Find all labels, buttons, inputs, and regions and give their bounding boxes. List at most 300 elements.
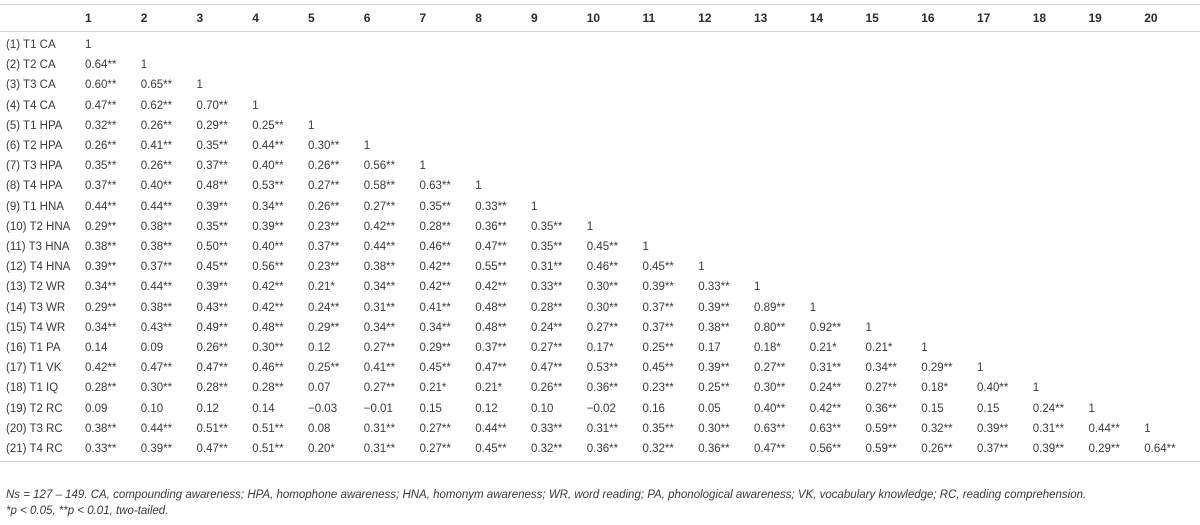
table-cell — [643, 75, 699, 95]
table-cell — [420, 32, 476, 56]
table-cell — [475, 96, 531, 116]
table-cell — [643, 176, 699, 196]
table-cell: −0.03 — [308, 402, 338, 415]
table-cell: 0.89** — [754, 301, 786, 314]
table-cell: 0.12 — [196, 402, 219, 415]
column-header: 3 — [197, 5, 253, 32]
table-cell: 0.39** — [252, 220, 284, 233]
table-cell: 0.63** — [419, 180, 451, 193]
table-cell: 0.80** — [754, 321, 786, 334]
table-cell — [1033, 176, 1089, 196]
table-cell — [977, 277, 1033, 297]
table-cell: 0.92** — [809, 321, 842, 334]
row-label: (17) T1 VK — [6, 362, 62, 375]
row-label: (21) T4 RC — [0, 439, 85, 462]
table-cell — [810, 176, 866, 196]
table-cell — [475, 156, 531, 176]
table-cell: 0.21* — [419, 382, 447, 395]
row-label: (14) T3 WR — [6, 301, 66, 314]
table-cell — [643, 197, 699, 217]
table-cell: 0.29** — [308, 321, 340, 334]
column-header: 17 — [977, 5, 1033, 32]
table-cell — [1033, 32, 1089, 56]
table-row — [0, 277, 1200, 297]
table-cell — [1144, 156, 1200, 176]
table-cell: 0.29** — [196, 119, 228, 132]
table-cell: 0.37** — [642, 301, 674, 314]
table-cell — [531, 156, 587, 176]
table-cell — [754, 176, 810, 196]
table-cell: 0.29** — [419, 342, 451, 355]
table-cell: 0.12 — [308, 342, 331, 355]
table-cell — [810, 75, 866, 95]
table-cell: 1 — [140, 59, 148, 72]
table-cell — [866, 257, 922, 277]
table-cell: 0.31** — [1032, 422, 1065, 435]
table-cell: 1 — [921, 342, 928, 355]
table-cell: 0.37** — [140, 261, 173, 274]
table-cell: 0.44** — [140, 200, 173, 213]
table-cell — [754, 32, 810, 56]
table-cell: 0.39** — [196, 281, 228, 294]
table-cell: 0.31** — [531, 261, 563, 274]
table-cell — [1144, 96, 1200, 116]
table-cell: 0.65** — [140, 79, 173, 92]
table-cell — [1144, 338, 1200, 358]
table-cell — [921, 96, 977, 116]
table-cell — [587, 75, 643, 95]
table-cell — [1089, 116, 1145, 136]
table-cell: 0.38** — [140, 220, 173, 233]
table-cell: 0.26** — [140, 160, 173, 173]
table-cell — [754, 257, 810, 277]
table-cell — [1089, 75, 1145, 95]
table-cell — [1089, 257, 1145, 277]
column-header: 8 — [475, 5, 531, 32]
table-cell — [810, 96, 866, 116]
table-cell — [1144, 75, 1200, 95]
table-cell — [810, 217, 866, 237]
table-cell: 0.46** — [586, 261, 619, 274]
table-cell — [921, 237, 977, 257]
table-cell — [977, 197, 1033, 217]
table-cell: 0.25** — [308, 362, 340, 375]
table-cell — [252, 75, 308, 95]
table-cell: 0.35** — [85, 160, 117, 173]
table-cell: 0.31** — [363, 301, 396, 314]
table-cell — [698, 136, 754, 156]
table-cell: 0.49** — [196, 321, 228, 334]
table-cell — [977, 257, 1033, 277]
table-cell — [1089, 318, 1145, 338]
table-cell — [1033, 136, 1089, 156]
column-header: 14 — [810, 5, 866, 32]
table-cell: 0.09 — [85, 402, 108, 415]
table-cell — [754, 217, 810, 237]
table-cell — [810, 197, 866, 217]
table-cell — [810, 237, 866, 257]
table-cell — [587, 156, 643, 176]
table-cell: 0.35** — [531, 220, 563, 233]
table-cell: 0.40** — [140, 180, 173, 193]
table-cell — [531, 32, 587, 56]
table-cell — [531, 75, 587, 95]
table-cell — [587, 176, 643, 196]
row-label: (13) T2 WR — [6, 281, 66, 294]
row-label: (6) T2 HPA — [6, 140, 63, 153]
table-cell: 0.42** — [252, 281, 284, 294]
table-cell: 0.45** — [586, 241, 619, 254]
table-cell — [587, 197, 643, 217]
table-cell — [587, 136, 643, 156]
table-cell: 0.21* — [475, 382, 503, 395]
table-cell — [921, 75, 977, 95]
table-cell — [977, 55, 1033, 75]
table-row — [0, 439, 1200, 462]
table-cell: 0.26** — [196, 342, 228, 355]
table-cell: 0.56** — [363, 160, 396, 173]
table-header — [0, 5, 1200, 32]
table-cell: 0.25** — [252, 119, 284, 132]
table-cell — [698, 217, 754, 237]
table-row — [0, 338, 1200, 358]
table-cell — [866, 75, 922, 95]
table-cell — [866, 217, 922, 237]
table-cell: 0.45** — [475, 439, 531, 462]
table-cell: 0.18* — [754, 342, 781, 355]
row-label: (20) T3 RC — [6, 422, 63, 435]
column-header: 6 — [364, 5, 420, 32]
table-cell: 0.50** — [196, 241, 228, 254]
table-cell — [866, 277, 922, 297]
table-cell: 0.30** — [140, 382, 173, 395]
table-cell — [141, 32, 197, 56]
table-cell — [252, 32, 308, 56]
table-cell — [420, 96, 476, 116]
table-cell: 0.29** — [921, 362, 953, 375]
table-cell — [1144, 116, 1200, 136]
table-cell — [587, 32, 643, 56]
table-cell — [866, 237, 922, 257]
table-cell: 0.23** — [308, 261, 340, 274]
table-cell — [364, 75, 420, 95]
table-cell: 0.37** — [977, 439, 1033, 462]
table-cell: 0.35** — [196, 220, 228, 233]
table-cell: 0.36** — [586, 382, 619, 395]
table-cell: 0.48** — [252, 321, 284, 334]
table-cell: 0.53** — [586, 362, 619, 375]
table-cell: 0.27** — [363, 382, 396, 395]
table-cell: 0.39** — [85, 261, 117, 274]
table-cell — [1089, 156, 1145, 176]
table-row — [0, 257, 1200, 277]
table-cell: 0.26** — [921, 439, 977, 462]
table-cell: 0.55** — [475, 261, 507, 274]
table-cell — [1144, 277, 1200, 297]
column-header: 4 — [252, 5, 308, 32]
table-cell: 0.40** — [977, 382, 1009, 395]
table-cell — [698, 156, 754, 176]
table-cell — [921, 257, 977, 277]
table-cell: 0.44** — [252, 140, 284, 153]
table-cell — [866, 55, 922, 75]
table-cell — [1089, 237, 1145, 257]
table-cell: 0.23** — [308, 220, 340, 233]
table-cell — [754, 75, 810, 95]
table-cell — [921, 116, 977, 136]
table-cell: 0.08 — [308, 422, 331, 435]
table-cell — [197, 32, 253, 56]
table-cell: 0.27** — [865, 382, 897, 395]
table-cell: 0.31** — [363, 422, 396, 435]
table-cell — [643, 32, 699, 56]
table-cell: 1 — [531, 200, 538, 213]
table-cell: 0.33** — [531, 422, 563, 435]
column-header: 2 — [141, 5, 197, 32]
table-cell: 0.20* — [308, 439, 364, 462]
table-cell: 0.15 — [921, 402, 944, 415]
note-significance: *p < 0.05, **p < 0.01, two-tailed. — [6, 505, 169, 517]
table-cell — [1033, 217, 1089, 237]
table-cell: 0.28** — [531, 301, 563, 314]
table-cell: 0.07 — [308, 382, 331, 395]
table-cell: 0.51** — [252, 422, 284, 435]
row-label: (8) T4 HPA — [6, 180, 63, 193]
table-cell: 1 — [865, 321, 872, 334]
table-cell — [1089, 358, 1145, 378]
table-cell: 0.27** — [754, 362, 786, 375]
table-cell — [810, 136, 866, 156]
row-label: (7) T3 HPA — [6, 160, 63, 173]
table-cell: 0.25** — [698, 382, 730, 395]
table-cell — [364, 32, 420, 56]
table-cell — [977, 32, 1033, 56]
table-cell — [1144, 32, 1200, 56]
table-cell: 0.27** — [363, 200, 396, 213]
table-cell: 0.32** — [921, 422, 953, 435]
row-label: (11) T3 HNA — [6, 241, 70, 254]
row-label: (12) T4 HNA — [6, 261, 71, 274]
table-cell: 0.34** — [85, 281, 117, 294]
table-cell: 0.48** — [475, 301, 507, 314]
table-row — [0, 176, 1200, 196]
table-cell: 0.24** — [1032, 402, 1065, 415]
table-cell — [754, 55, 810, 75]
table-cell: 1 — [363, 140, 371, 153]
table-cell — [866, 176, 922, 196]
table-cell — [921, 298, 977, 318]
table-cell: 0.45** — [642, 261, 674, 274]
table-cell — [1033, 96, 1089, 116]
table-cell — [921, 55, 977, 75]
table-cell — [531, 55, 587, 75]
table-cell: 0.15 — [977, 402, 1000, 415]
table-cell — [810, 257, 866, 277]
table-cell: 0.34** — [252, 200, 284, 213]
table-cell: 0.28** — [419, 220, 451, 233]
table-cell: 0.42** — [419, 281, 451, 294]
table-cell — [1144, 318, 1200, 338]
table-cell — [364, 55, 420, 75]
table-cell: 0.36** — [587, 439, 643, 462]
table-cell — [754, 237, 810, 257]
table-cell — [754, 136, 810, 156]
table-cell: −0.02 — [586, 402, 616, 415]
table-cell: 0.42** — [363, 220, 396, 233]
table-cell: 0.47** — [475, 241, 507, 254]
column-header: 1 — [85, 5, 141, 32]
table-cell — [977, 176, 1033, 196]
table-cell — [1089, 32, 1145, 56]
table-cell — [698, 116, 754, 136]
table-cell: 0.26** — [140, 119, 173, 132]
table-cell — [364, 116, 420, 136]
table-cell — [698, 96, 754, 116]
table-cell — [1033, 338, 1089, 358]
table-cell — [643, 116, 699, 136]
table-body — [0, 32, 1200, 462]
table-cell — [698, 55, 754, 75]
table-row — [0, 116, 1200, 136]
table-cell: 1 — [1088, 402, 1095, 415]
table-cell: 0.35** — [642, 422, 674, 435]
table-cell — [977, 217, 1033, 237]
table-cell: 0.44** — [1088, 422, 1120, 435]
table-cell: 0.29** — [85, 220, 117, 233]
table-cell: 0.46** — [419, 241, 451, 254]
table-cell: 0.31** — [809, 362, 842, 375]
column-header: 16 — [921, 5, 977, 32]
table-cell: 0.59** — [865, 422, 897, 435]
table-cell: 0.47** — [531, 362, 563, 375]
table-cell — [475, 32, 531, 56]
table-cell: 0.40** — [754, 402, 786, 415]
table-cell: −0.01 — [363, 402, 393, 415]
table-row — [0, 32, 1200, 56]
table-cell: 0.37** — [642, 321, 674, 334]
table-cell: 0.30** — [586, 301, 619, 314]
table-cell: 0.44** — [140, 281, 173, 294]
table-cell: 0.44** — [85, 200, 117, 213]
table-cell: 0.64** — [1144, 439, 1200, 462]
header-row — [0, 5, 1200, 32]
table-row — [0, 378, 1200, 398]
table-row — [0, 75, 1200, 95]
table-cell: 0.26** — [308, 160, 340, 173]
table-cell — [1144, 176, 1200, 196]
table-cell: 0.34** — [363, 321, 396, 334]
table-cell: 0.35** — [531, 241, 563, 254]
table-cell: 0.27** — [308, 180, 340, 193]
table-cell: 0.30** — [754, 382, 786, 395]
table-cell — [1144, 298, 1200, 318]
table-cell — [475, 116, 531, 136]
table-cell — [643, 96, 699, 116]
table-cell — [1089, 378, 1145, 398]
table-cell: 0.63** — [754, 422, 786, 435]
table-cell: 1 — [977, 362, 984, 375]
table-cell: 0.42** — [809, 402, 842, 415]
table-cell: 0.37** — [475, 342, 507, 355]
table-cell: 1 — [642, 241, 649, 254]
table-cell — [1033, 156, 1089, 176]
table-cell — [866, 298, 922, 318]
table-cell: 0.48** — [475, 321, 507, 334]
table-cell: 0.38** — [85, 241, 117, 254]
table-cell: 1 — [1144, 422, 1151, 435]
table-cell: 0.27** — [363, 342, 396, 355]
table-row — [0, 156, 1200, 176]
table-cell: 0.51** — [196, 422, 228, 435]
table-cell — [921, 277, 977, 297]
table-cell: 0.28** — [196, 382, 228, 395]
table-cell: 0.38** — [140, 241, 173, 254]
table-cell — [643, 55, 699, 75]
table-cell: 0.37** — [85, 180, 117, 193]
table-cell: 0.26** — [531, 382, 563, 395]
table-row — [0, 298, 1200, 318]
row-label: (15) T4 WR — [6, 321, 66, 334]
table-cell: 1 — [196, 79, 203, 92]
table-cell — [420, 55, 476, 75]
table-cell: 0.41** — [363, 362, 396, 375]
table-cell: 0.31** — [364, 439, 420, 462]
row-label: (5) T1 HPA — [6, 119, 63, 132]
table-cell — [587, 96, 643, 116]
row-label: (4) T4 CA — [6, 99, 56, 112]
table-cell: 0.40** — [252, 241, 284, 254]
table-cell: 1 — [1032, 382, 1040, 395]
table-cell: 0.24** — [308, 301, 340, 314]
table-cell — [1089, 217, 1145, 237]
table-cell: 0.48** — [196, 180, 228, 193]
column-header: 13 — [754, 5, 810, 32]
table-cell: 0.17 — [698, 342, 721, 355]
table-cell: 0.27** — [419, 422, 451, 435]
table-cell: 0.28** — [85, 382, 117, 395]
table-cell: 0.62** — [140, 99, 173, 112]
header-corner — [0, 5, 85, 32]
table-cell: 0.63** — [809, 422, 842, 435]
table-cell: 0.30** — [308, 140, 340, 153]
table-cell — [308, 32, 364, 56]
table-cell — [921, 217, 977, 237]
table-cell: 0.51** — [252, 439, 308, 462]
row-label: (1) T1 CA — [6, 39, 56, 51]
table-cell — [866, 136, 922, 156]
table-cell: 0.45** — [419, 362, 451, 375]
table-cell: 0.10 — [531, 402, 554, 415]
table-cell — [810, 116, 866, 136]
table-cell: 0.14 — [252, 402, 275, 415]
table-note — [6, 487, 1194, 519]
column-header: 10 — [587, 5, 643, 32]
table-cell — [1144, 136, 1200, 156]
table-cell — [698, 32, 754, 56]
row-label: (19) T2 RC — [6, 402, 63, 415]
table-cell: 0.15 — [419, 402, 442, 415]
table-cell: 1 — [698, 261, 705, 274]
table-cell — [531, 136, 587, 156]
table-cell — [1144, 399, 1200, 419]
table-cell: 0.30** — [698, 422, 730, 435]
table-cell: 0.24** — [809, 382, 842, 395]
table-cell: 0.31** — [586, 422, 619, 435]
table-cell — [1089, 338, 1145, 358]
table-cell — [866, 96, 922, 116]
table-cell: 0.27** — [586, 321, 619, 334]
table-cell — [475, 136, 531, 156]
